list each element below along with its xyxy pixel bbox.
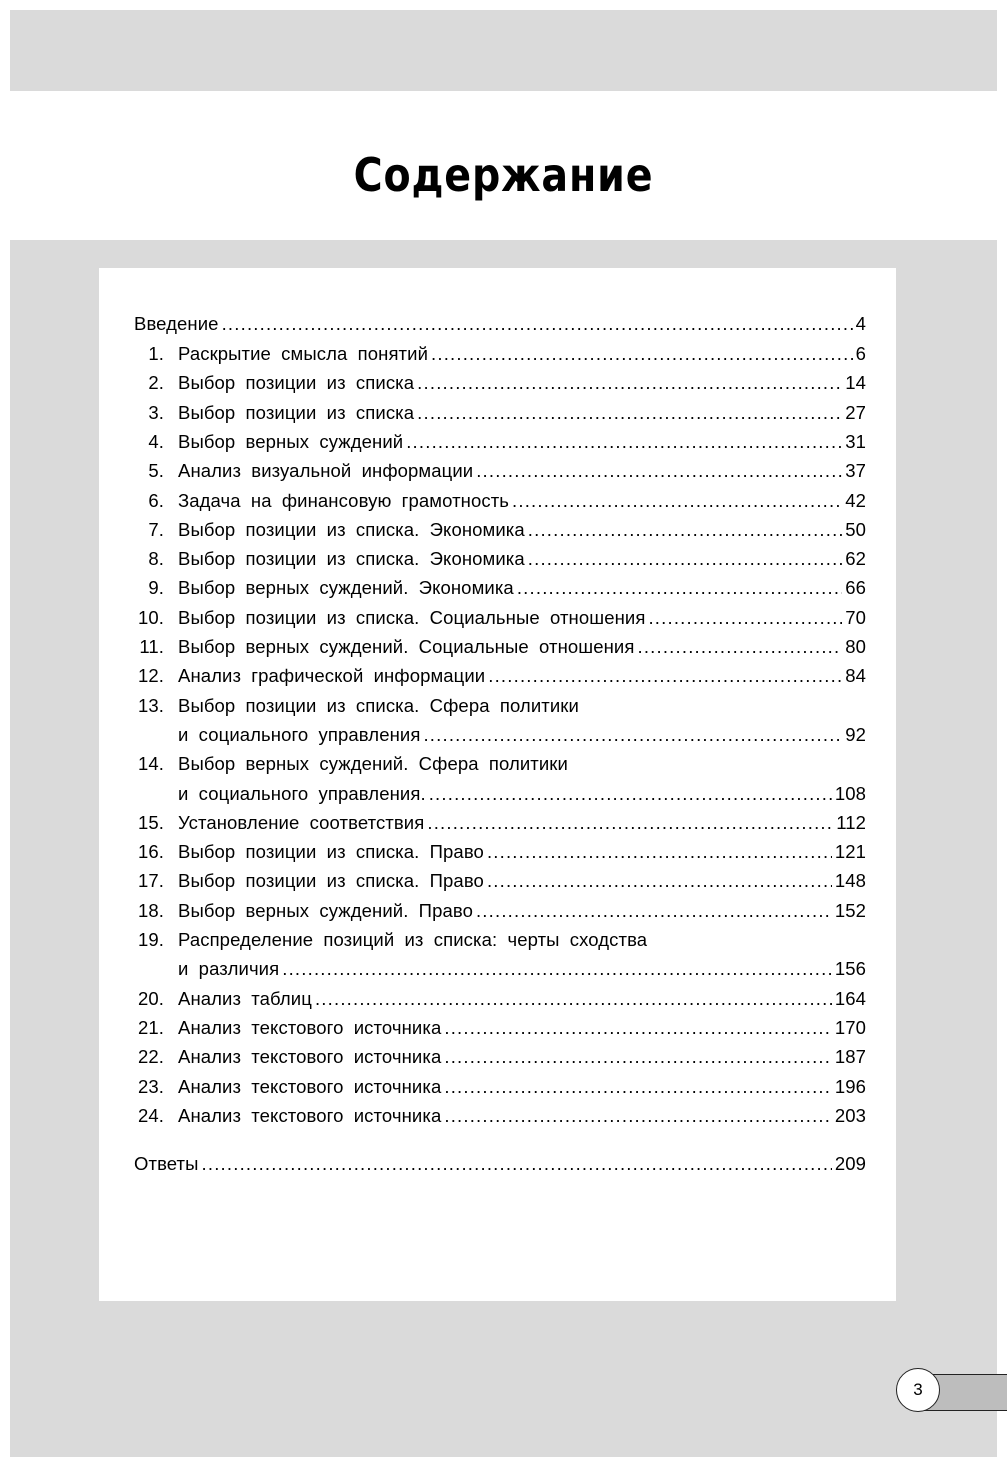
- dot-leader: [648, 605, 842, 631]
- toc-entry-page: 187: [834, 1046, 866, 1067]
- toc-entry-page: 14: [845, 372, 866, 393]
- toc-entry[interactable]: [134, 751, 866, 777]
- toc-entry-continuation[interactable]: [134, 956, 866, 982]
- toc-entry-page: 156: [834, 958, 866, 979]
- toc-entry-text: Раскрытие смысла понятий: [178, 343, 429, 364]
- toc-entry[interactable]: [134, 986, 866, 1012]
- toc-entry-page: 92: [845, 724, 866, 745]
- toc-entry-page: 152: [834, 900, 866, 921]
- toc-entry-page: 37: [845, 460, 866, 481]
- toc-entry-text-continued: и социального управления.: [178, 783, 426, 804]
- dot-leader: [488, 663, 842, 689]
- dot-leader: [222, 311, 853, 337]
- toc-entry-number: 23.: [137, 1076, 164, 1097]
- toc-entry-text: Выбор верных суждений. Экономика: [178, 577, 514, 598]
- toc-entry-number: 1.: [148, 343, 164, 364]
- toc-entry-text: Установление соответствия: [178, 812, 425, 833]
- toc-entry[interactable]: [134, 488, 866, 514]
- toc-entry-text-continued: и различия: [178, 958, 280, 979]
- toc-entry[interactable]: [134, 1103, 866, 1129]
- toc-entry[interactable]: [134, 1044, 866, 1070]
- toc-entry-number: 15.: [137, 812, 164, 833]
- dot-leader: [315, 986, 832, 1012]
- toc-entry[interactable]: [134, 634, 866, 660]
- toc-entry-number: 24.: [137, 1105, 164, 1126]
- page-number-badge: [896, 1368, 940, 1412]
- toc-entry-text: Выбор позиции из списка. Сфера политики: [178, 695, 579, 716]
- toc-entry-text: Выбор позиции из списка. Право: [178, 870, 484, 891]
- toc-entry-page: 164: [834, 988, 866, 1009]
- toc-entry-page: 27: [845, 402, 866, 423]
- toc-entry-page: 196: [834, 1076, 866, 1097]
- dot-leader: [417, 400, 842, 426]
- toc-entry-page: 70: [845, 607, 866, 628]
- dot-leader: [417, 370, 842, 396]
- toc-entry-number: 5.: [148, 460, 164, 481]
- dot-leader: [637, 634, 842, 660]
- dot-leader: [444, 1044, 831, 1070]
- toc-entry-text: Анализ текстового источника: [178, 1076, 442, 1097]
- toc-entry-page: 50: [845, 519, 866, 540]
- toc-entry[interactable]: [134, 575, 866, 601]
- toc-entry-text: Анализ текстового источника: [178, 1105, 442, 1126]
- toc-entry-page: 170: [834, 1017, 866, 1038]
- dot-leader: [517, 575, 842, 601]
- dot-leader: [528, 517, 842, 543]
- toc-entry-number: 20.: [137, 988, 164, 1009]
- toc-entry[interactable]: [134, 868, 866, 894]
- toc-entry-number: 22.: [137, 1046, 164, 1067]
- toc-entry-text: Задача на финансовую грамотность: [178, 490, 510, 511]
- toc-entry-page: 108: [834, 783, 866, 804]
- toc-entry[interactable]: [134, 839, 866, 865]
- toc-entry[interactable]: [134, 1074, 866, 1100]
- toc-entry-text: Выбор верных суждений: [178, 431, 404, 452]
- toc-entry-text: Анализ визуальной информации: [178, 460, 474, 481]
- toc-entry-page: 42: [845, 490, 866, 511]
- toc-entry-page: 66: [845, 577, 866, 598]
- toc-entry[interactable]: [134, 810, 866, 836]
- toc-entry[interactable]: [134, 400, 866, 426]
- toc-entry-text-continued: и социального управления: [178, 724, 421, 745]
- dot-leader: [202, 1151, 832, 1177]
- toc-entry-page: 148: [834, 870, 866, 891]
- toc-entry[interactable]: [134, 517, 866, 543]
- toc-entry-text: Выбор позиции из списка. Экономика: [178, 519, 525, 540]
- toc-entry-text: Анализ таблиц: [178, 988, 312, 1009]
- toc-entry-page: 80: [845, 636, 866, 657]
- dot-leader: [427, 810, 833, 836]
- dot-leader: [476, 898, 832, 924]
- toc-entry-number: 14.: [137, 753, 164, 774]
- toc-entry-number: 17.: [137, 870, 164, 891]
- toc-entry-text: Выбор верных суждений. Сфера политики: [178, 753, 568, 774]
- toc-entry-text: Выбор позиции из списка: [178, 402, 415, 423]
- toc-entry-number: 11.: [139, 636, 164, 657]
- toc-entry-text: Анализ текстового источника: [178, 1046, 442, 1067]
- toc-entry-page: 6: [855, 343, 866, 364]
- toc-entry-number: 7.: [148, 519, 164, 540]
- dot-leader: [487, 868, 832, 894]
- toc-entry-text: Анализ графической информации: [178, 665, 486, 686]
- toc-entry-number: 3.: [148, 402, 164, 423]
- toc-entry-page: 31: [845, 431, 866, 452]
- page-title: Содержание: [353, 148, 654, 202]
- header-band: [10, 10, 997, 91]
- dot-leader: [444, 1074, 831, 1100]
- toc-entry-text: Введение: [134, 313, 219, 334]
- toc-entry-text: Выбор позиции из списка. Экономика: [178, 548, 525, 569]
- toc-entry-number: 19.: [137, 929, 164, 950]
- toc-entry-text: Выбор верных суждений. Социальные отношения: [178, 636, 635, 657]
- toc-entry[interactable]: [134, 341, 866, 367]
- page-number: 3: [913, 1380, 923, 1399]
- toc-entry-number: 9.: [148, 577, 164, 598]
- toc-entry-number: 12.: [137, 665, 164, 686]
- toc-entry-number: 18.: [137, 900, 164, 921]
- toc-entry-text: Выбор позиции из списка. Право: [178, 841, 484, 862]
- dot-leader: [487, 839, 832, 865]
- dot-leader: [431, 341, 853, 367]
- toc-entry-page: 62: [845, 548, 866, 569]
- toc-entry-text: Выбор позиции из списка: [178, 372, 415, 393]
- toc-entry[interactable]: [134, 546, 866, 572]
- toc-entry[interactable]: [134, 927, 866, 953]
- toc-entry-number: 2.: [148, 372, 164, 393]
- toc-entry-page: 84: [845, 665, 866, 686]
- dot-leader: [444, 1015, 831, 1041]
- toc-entry-page: 121: [834, 841, 866, 862]
- toc-entry-page: 209: [834, 1153, 866, 1174]
- dot-leader: [476, 458, 842, 484]
- toc-entry-number: 13.: [137, 695, 164, 716]
- toc-entry-number: 6.: [148, 490, 164, 511]
- toc-entry[interactable]: [134, 605, 866, 631]
- toc-entry[interactable]: [134, 429, 866, 455]
- toc-entry[interactable]: [134, 898, 866, 924]
- toc-entry[interactable]: [134, 693, 866, 719]
- toc-entry-text: Ответы: [134, 1153, 199, 1174]
- toc-entry-text: Анализ текстового источника: [178, 1017, 442, 1038]
- toc-entry-text: Распределение позиций из списка: черты сходства: [178, 929, 648, 950]
- dot-leader: [423, 722, 842, 748]
- dot-leader: [512, 488, 842, 514]
- toc-entry-number: 8.: [148, 548, 164, 569]
- toc-entry-number: 10.: [137, 607, 164, 628]
- toc-entry-text: Выбор позиции из списка. Социальные отношения: [178, 607, 646, 628]
- toc-entry[interactable]: [134, 663, 866, 689]
- toc-entry-number: 21.: [137, 1017, 164, 1038]
- toc-entry[interactable]: [134, 458, 866, 484]
- dot-leader: [429, 781, 832, 807]
- toc-entry-page: 4: [855, 313, 866, 334]
- toc-entry[interactable]: [134, 370, 866, 396]
- toc-entry[interactable]: [134, 1015, 866, 1041]
- toc-entry-number: 4.: [148, 431, 164, 452]
- toc-entry-intro[interactable]: [134, 311, 866, 337]
- dot-leader: [282, 956, 832, 982]
- dot-leader: [528, 546, 842, 572]
- toc-entry-number: 16.: [137, 841, 164, 862]
- dot-leader: [406, 429, 842, 455]
- dot-leader: [444, 1103, 831, 1129]
- toc-entry-continuation[interactable]: [134, 722, 866, 748]
- toc-entry-page: 203: [834, 1105, 866, 1126]
- toc-entry-continuation[interactable]: [134, 781, 866, 807]
- toc-entry-answers[interactable]: [134, 1151, 866, 1177]
- toc-entry-page: 112: [836, 812, 866, 833]
- toc-entry-text: Выбор верных суждений. Право: [178, 900, 473, 921]
